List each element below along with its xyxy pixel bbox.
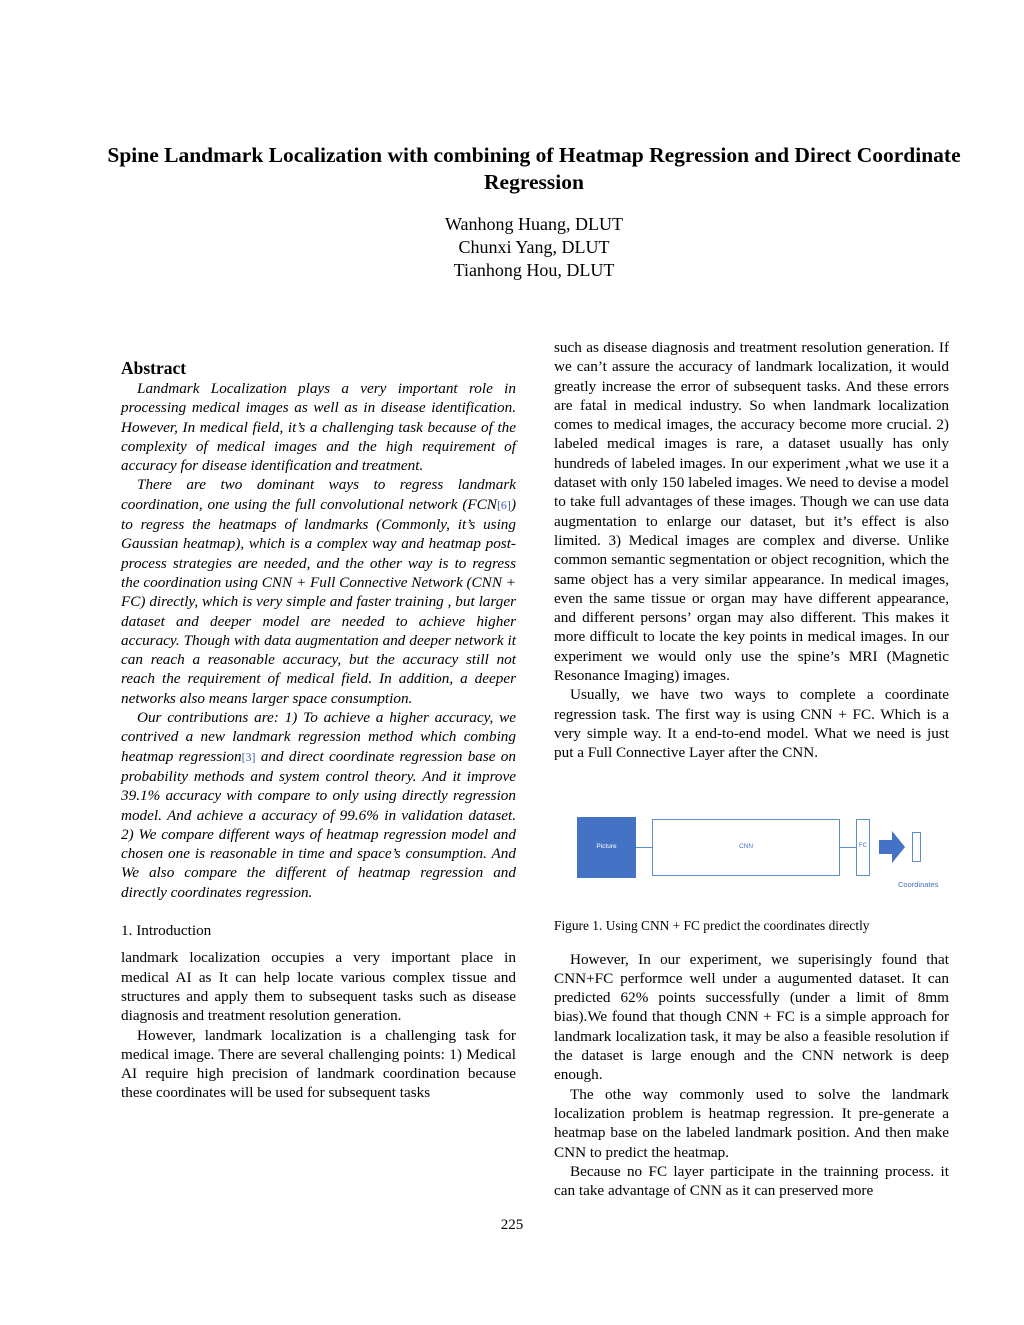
author-list — [262, 213, 806, 282]
author-1: Wanhong Huang, DLUT — [444, 214, 623, 234]
figure-1-caption: Figure 1. Using CNN + FC predict the coordinates directly — [554, 917, 870, 933]
citation-link-6[interactable]: [6] — [496, 497, 511, 512]
right-paragraph-4: The othe way commonly used to solve the landmark localization problem is heatmap regression. It pre-generate a heatmap base on the labeled landmark position. And then make CNN to predict the heatmap. — [554, 1085, 949, 1161]
intro-paragraph-1: landmark localization occupies a very important place in medical AI as It can help locate various complex tissue and structures and apply them to subsequent tasks such as disease diagnosis and treatment resolution generation. — [121, 949, 516, 1025]
abstract-p2-text-b: ) to regress the heatmaps of landmarks (Commonly, it’s using Gaussian heatmap), which is a complex way and heatmap post-process strategies are needed, and the other way is to regress the coordination using CNN + Full Connective Network (CNN + FC) directly, which is very simple and faster training , but larger dataset and deeper model are needed to achieve higher accuracy. Though with data augmentation and deeper network it can reach a reasonable accuracy, but the accuracy still not reach the requirement of medical field. In addition, a deeper networks also means larger space consumption. — [121, 495, 516, 707]
left-column — [121, 357, 516, 1103]
intro-heading: 1. Introduction — [121, 922, 212, 940]
figure-1 — [554, 789, 949, 907]
citation-link-3[interactable]: [3] — [241, 749, 256, 764]
abstract-paragraph-1: Landmark Localization plays a very important role in processing medical images as well as in disease identification. However, In medical field, it’s a challenging task because of the complexity of medical images and the high requirement of accuracy for disease identification and treatment. — [121, 380, 516, 475]
right-paragraph-1: such as disease diagnosis and treatment resolution generation. If we can’t assure the accuracy of landmark localization, it would greatly increase the error of subsequent tasks. And these errors are fatal in medical industry. So when landmark localization comes to medical images, the accuracy become more crucial. 2) labeled medical images is rare, a dataset usually has only hundreds of labeled images. In our experiment ,what we use it a dataset with only 150 labeled images. We need to devise a model to take full advantages of these images. Though we can use data augmentation to enlarge our dataset, but it’s effect is also limited. 3) Medical images are complex and diverse. Unlike common semantic segmentation or object recognition, which the same object has a very similar appearance. In medical images, even the same tissue or organ may have different appearance, and different persons’ organ may also different. This makes it more difficult to locate the key points in medical images. In our experiment we would only use the spine’s MRI (Magnetic Resonance Imaging) images. — [554, 339, 949, 685]
right-paragraph-5: Because no FC layer participate in the trainning process. it can take advantage of CNN as it can preserved more — [554, 1162, 949, 1200]
figure-coordinates-label: Coordinates — [898, 879, 939, 889]
figure-picture-box: Picture — [577, 817, 636, 878]
figure-coordinates-box — [912, 832, 921, 862]
figure-connector-1 — [636, 847, 652, 848]
figure-fc-box: FC — [856, 819, 870, 876]
figure-connector-2 — [840, 847, 856, 848]
abstract-paragraph-2 — [121, 475, 516, 708]
intro-paragraph-2: However, landmark localization is a challenging task for medical image. There are several challenging points: 1) Medical AI require high precision of landmark coordination because these coordinates will be used for subsequent tasks — [121, 1026, 516, 1102]
abstract-paragraph-3 — [121, 708, 516, 902]
abstract-p3-text-b: and direct coordinate regression base on probability methods and system control theory. And it improve 39.1% accuracy with compare to only using directly regression model. And achieve a accuracy of 99.6% in validation dataset. 2) We compare different ways of heatmap regression model and chosen one is reasonable in time and space’s consumption. And We also compare the different of heatmap regression and directly coordinates regression. — [121, 747, 516, 901]
page-number: 225 — [500, 1217, 524, 1233]
right-column — [554, 338, 949, 1200]
author-2: Chunxi Yang, DLUT — [458, 237, 610, 257]
abstract-p2-text-a: There are two dominant ways to regress landmark coordination, one using the full convolutional network (FCN — [121, 476, 516, 513]
right-paragraph-2: Usually, we have two ways to complete a coordinate regression task. The first way is using CNN + FC. Which is a very simple way. It a end-to-end model. What we need is just put a Full Connective Layer after the CNN. — [554, 686, 949, 762]
abstract-p3-text-a: Our contributions are: 1) To achieve a higher accuracy, we contrived a new landmark regression method which combing heatmap regression — [121, 709, 516, 765]
right-paragraph-3: However, In our experiment, we superisingly found that CNN+FC performce well under a augumented dataset. It can predicted 62% points successfully (under a limit of 8mm bias).We found that though CNN + FC is a simple approach for landmark localization task, it may be also a feasible resolution if the dataset is large enough and the CNN network is deep enough. — [554, 950, 949, 1084]
figure-arrow-icon — [879, 831, 905, 863]
author-3: Tianhong Hou, DLUT — [453, 260, 615, 280]
figure-cnn-box: CNN — [652, 819, 840, 876]
paper-title: Spine Landmark Localization with combining of Heatmap Regression and Direct Coordinate Regression — [107, 143, 961, 194]
abstract-heading: Abstract — [121, 358, 187, 378]
